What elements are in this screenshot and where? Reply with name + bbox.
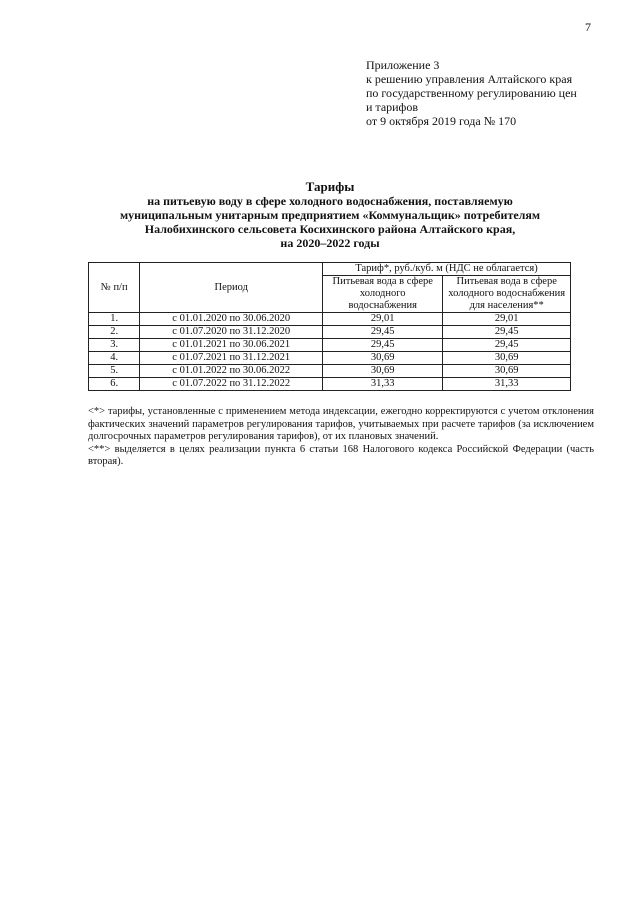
title-line: муниципальным унитарным предприятием «Коммунальщик» потребителям [119, 208, 541, 222]
appendix-line: по государственному регулированию цен [366, 86, 577, 100]
table-row [89, 339, 571, 352]
table-row [89, 326, 571, 339]
cell-tariff: 29,45 [323, 326, 443, 339]
page-number: 7 [585, 20, 591, 34]
table-row [89, 378, 571, 391]
footnote-1: <*> тарифы, установленные с применением метода индексации, ежегодно корректируются с учетом отклонения фактических значений параметров регулирования тарифов, учитываемых при расчете тарифов (за исключением долгосрочных параметров регулирования тарифов), от их плановых значений. [88, 406, 594, 442]
appendix-line: к решению управления Алтайского края [366, 72, 573, 86]
header-num: № п/п [89, 263, 140, 313]
title-line: на питьевую воду в сфере холодного водоснабжения, поставляемую [147, 194, 513, 208]
appendix-header [366, 58, 626, 128]
cell-num: 6. [89, 378, 140, 391]
footnotes [88, 406, 594, 469]
cell-population: 29,45 [443, 326, 571, 339]
cell-tariff: 30,69 [323, 365, 443, 378]
appendix-line: Приложение 3 [366, 58, 440, 72]
title-line: на 2020–2022 годы [280, 236, 380, 250]
cell-tariff: 31,33 [323, 378, 443, 391]
cell-population: 31,33 [443, 378, 571, 391]
cell-tariff: 29,45 [323, 339, 443, 352]
cell-population: 29,01 [443, 313, 571, 326]
cell-num: 3. [89, 339, 140, 352]
cell-period: с 01.01.2020 по 30.06.2020 [140, 313, 323, 326]
title-heading: Тарифы [305, 179, 355, 194]
cell-period: с 01.01.2022 по 30.06.2022 [140, 365, 323, 378]
cell-population: 30,69 [443, 365, 571, 378]
cell-num: 2. [89, 326, 140, 339]
appendix-line: и тарифов [366, 100, 419, 114]
header-tariff-population: Питьевая вода в сфере холодного водоснабжения для населения** [443, 276, 571, 313]
cell-num: 1. [89, 313, 140, 326]
header-tariff: Питьевая вода в сфере холодного водоснабжения [323, 276, 443, 313]
tariff-table [88, 262, 571, 391]
appendix-line: от 9 октября 2019 года № 170 [366, 114, 517, 128]
header-period: Период [140, 263, 323, 313]
table-row [89, 313, 571, 326]
cell-population: 29,45 [443, 339, 571, 352]
cell-tariff: 30,69 [323, 352, 443, 365]
footnote-2: <**> выделяется в целях реализации пункта 6 статьи 168 Налогового кодекса Российской Федерации (часть вторая). [88, 443, 594, 467]
cell-population: 30,69 [443, 352, 571, 365]
title-line: Налобихинского сельсовета Косихинского района Алтайского края, [144, 222, 516, 236]
table-row [89, 365, 571, 378]
cell-tariff: 29,01 [323, 313, 443, 326]
table-row [89, 352, 571, 365]
cell-period: с 01.07.2021 по 31.12.2021 [140, 352, 323, 365]
document-title [60, 180, 600, 250]
cell-period: с 01.01.2021 по 30.06.2021 [140, 339, 323, 352]
header-tariff-group: Тариф*, руб./куб. м (НДС не облагается) [323, 263, 571, 276]
cell-num: 4. [89, 352, 140, 365]
cell-period: с 01.07.2020 по 31.12.2020 [140, 326, 323, 339]
cell-num: 5. [89, 365, 140, 378]
cell-period: с 01.07.2022 по 31.12.2022 [140, 378, 323, 391]
